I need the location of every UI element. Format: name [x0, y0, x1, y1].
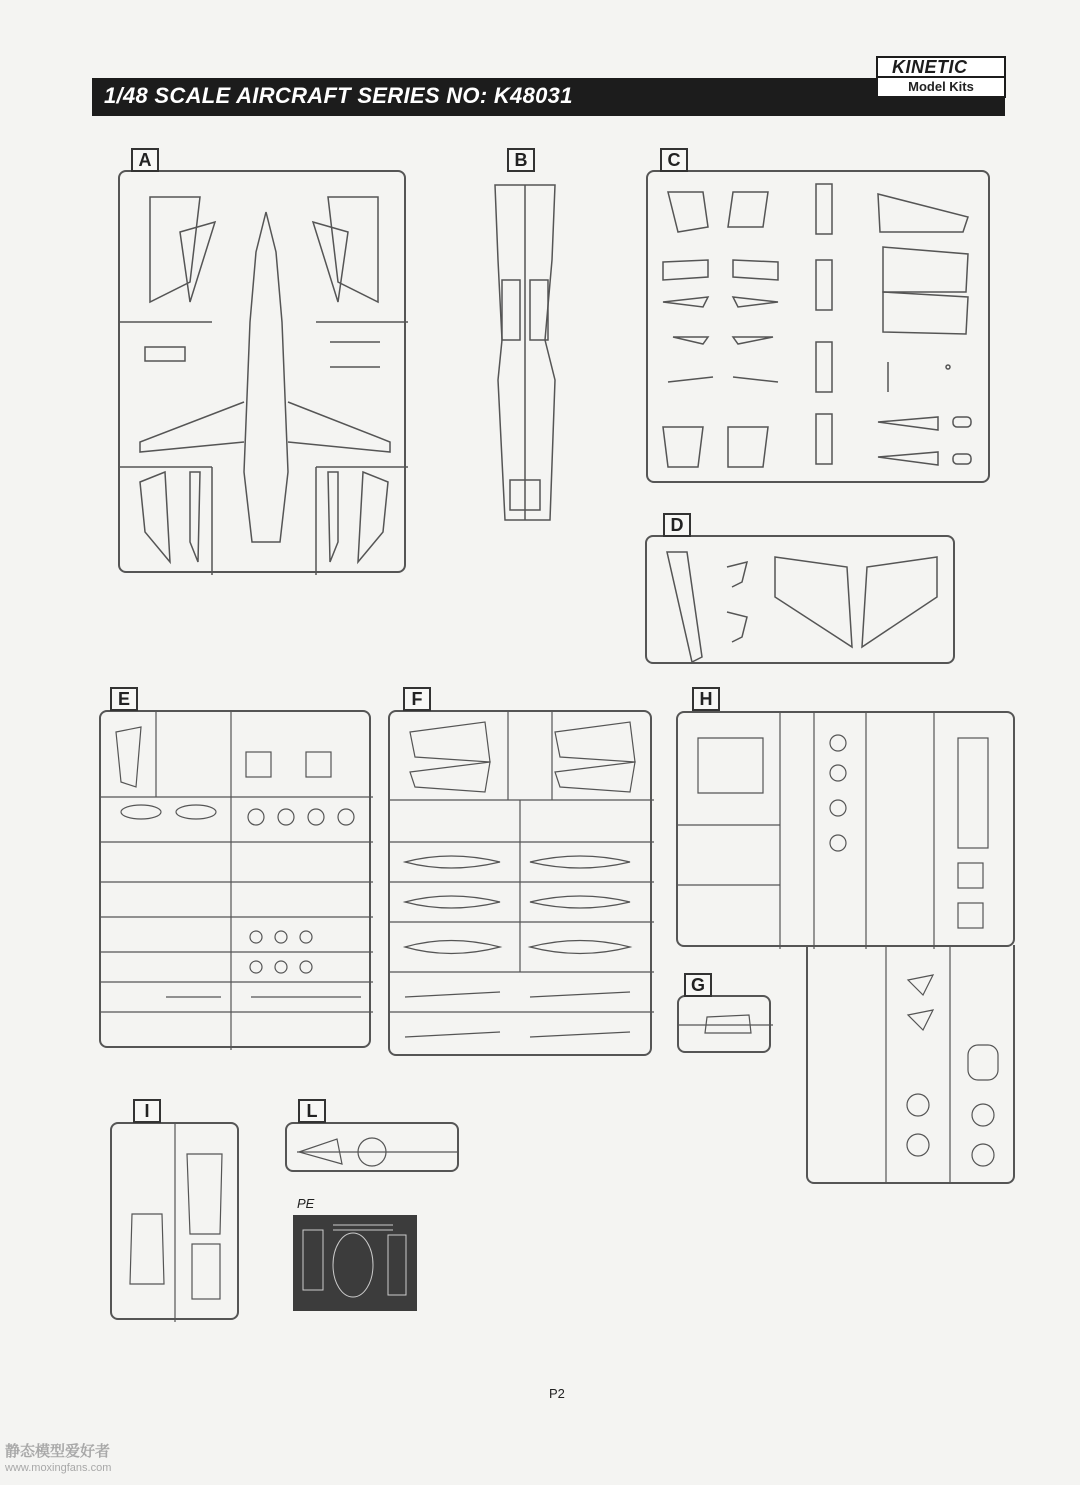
page-title: 1/48 SCALE AIRCRAFT SERIES NO: K48031 — [104, 83, 573, 108]
sprue-d-tag: D — [663, 513, 691, 537]
sprue-i-parts — [112, 1124, 241, 1322]
sprue-h-frame — [676, 711, 1015, 947]
sprue-c-tag: C — [660, 148, 688, 172]
sprue-e-tag: E — [110, 687, 138, 711]
logo-frame — [876, 56, 1006, 78]
kinetic-logo — [876, 56, 1006, 98]
sprue-h-tag: H — [692, 687, 720, 711]
sprue-h-lower-frame — [806, 945, 1015, 1184]
sprue-d-frame — [645, 535, 955, 664]
sprue-b-tag: B — [507, 148, 535, 172]
sprue-e-frame — [99, 710, 371, 1048]
sprue-a-parts — [120, 172, 408, 575]
sprue-f-tag: F — [403, 687, 431, 711]
brand-name: KINETIC — [892, 57, 968, 77]
sprue-f-frame — [388, 710, 652, 1056]
photo-etch-parts — [293, 1215, 417, 1311]
sprue-i-tag: I — [133, 1099, 161, 1123]
page-number: P2 — [549, 1386, 565, 1401]
sprue-l-tag: L — [298, 1099, 326, 1123]
sprue-g-frame — [677, 995, 771, 1053]
sprue-d-parts — [647, 537, 957, 666]
sprue-c-parts — [648, 172, 992, 485]
photo-etch-fret — [293, 1215, 417, 1311]
sprue-g-parts — [679, 997, 773, 1055]
sprue-a-frame — [118, 170, 406, 573]
sprue-h-lower-parts — [808, 945, 1017, 1184]
sprue-h-parts — [678, 713, 1017, 949]
pe-label: PE — [297, 1196, 315, 1211]
sprue-g-tag: G — [684, 973, 712, 997]
sprue-l-parts — [287, 1124, 461, 1174]
sprue-e-parts — [101, 712, 373, 1050]
sprue-b-parts — [490, 180, 560, 525]
sprue-i-frame — [110, 1122, 239, 1320]
sprue-b-frame — [490, 180, 560, 525]
sprue-c-frame — [646, 170, 990, 483]
sprue-l-frame — [285, 1122, 459, 1172]
brand-subtitle: Model Kits — [876, 78, 1006, 98]
watermark-text: 静态模型爱好者 — [5, 1443, 111, 1460]
sprue-f-parts — [390, 712, 654, 1058]
sprue-a-tag: A — [131, 148, 159, 172]
watermark-url: www.moxingfans.com — [5, 1462, 112, 1474]
